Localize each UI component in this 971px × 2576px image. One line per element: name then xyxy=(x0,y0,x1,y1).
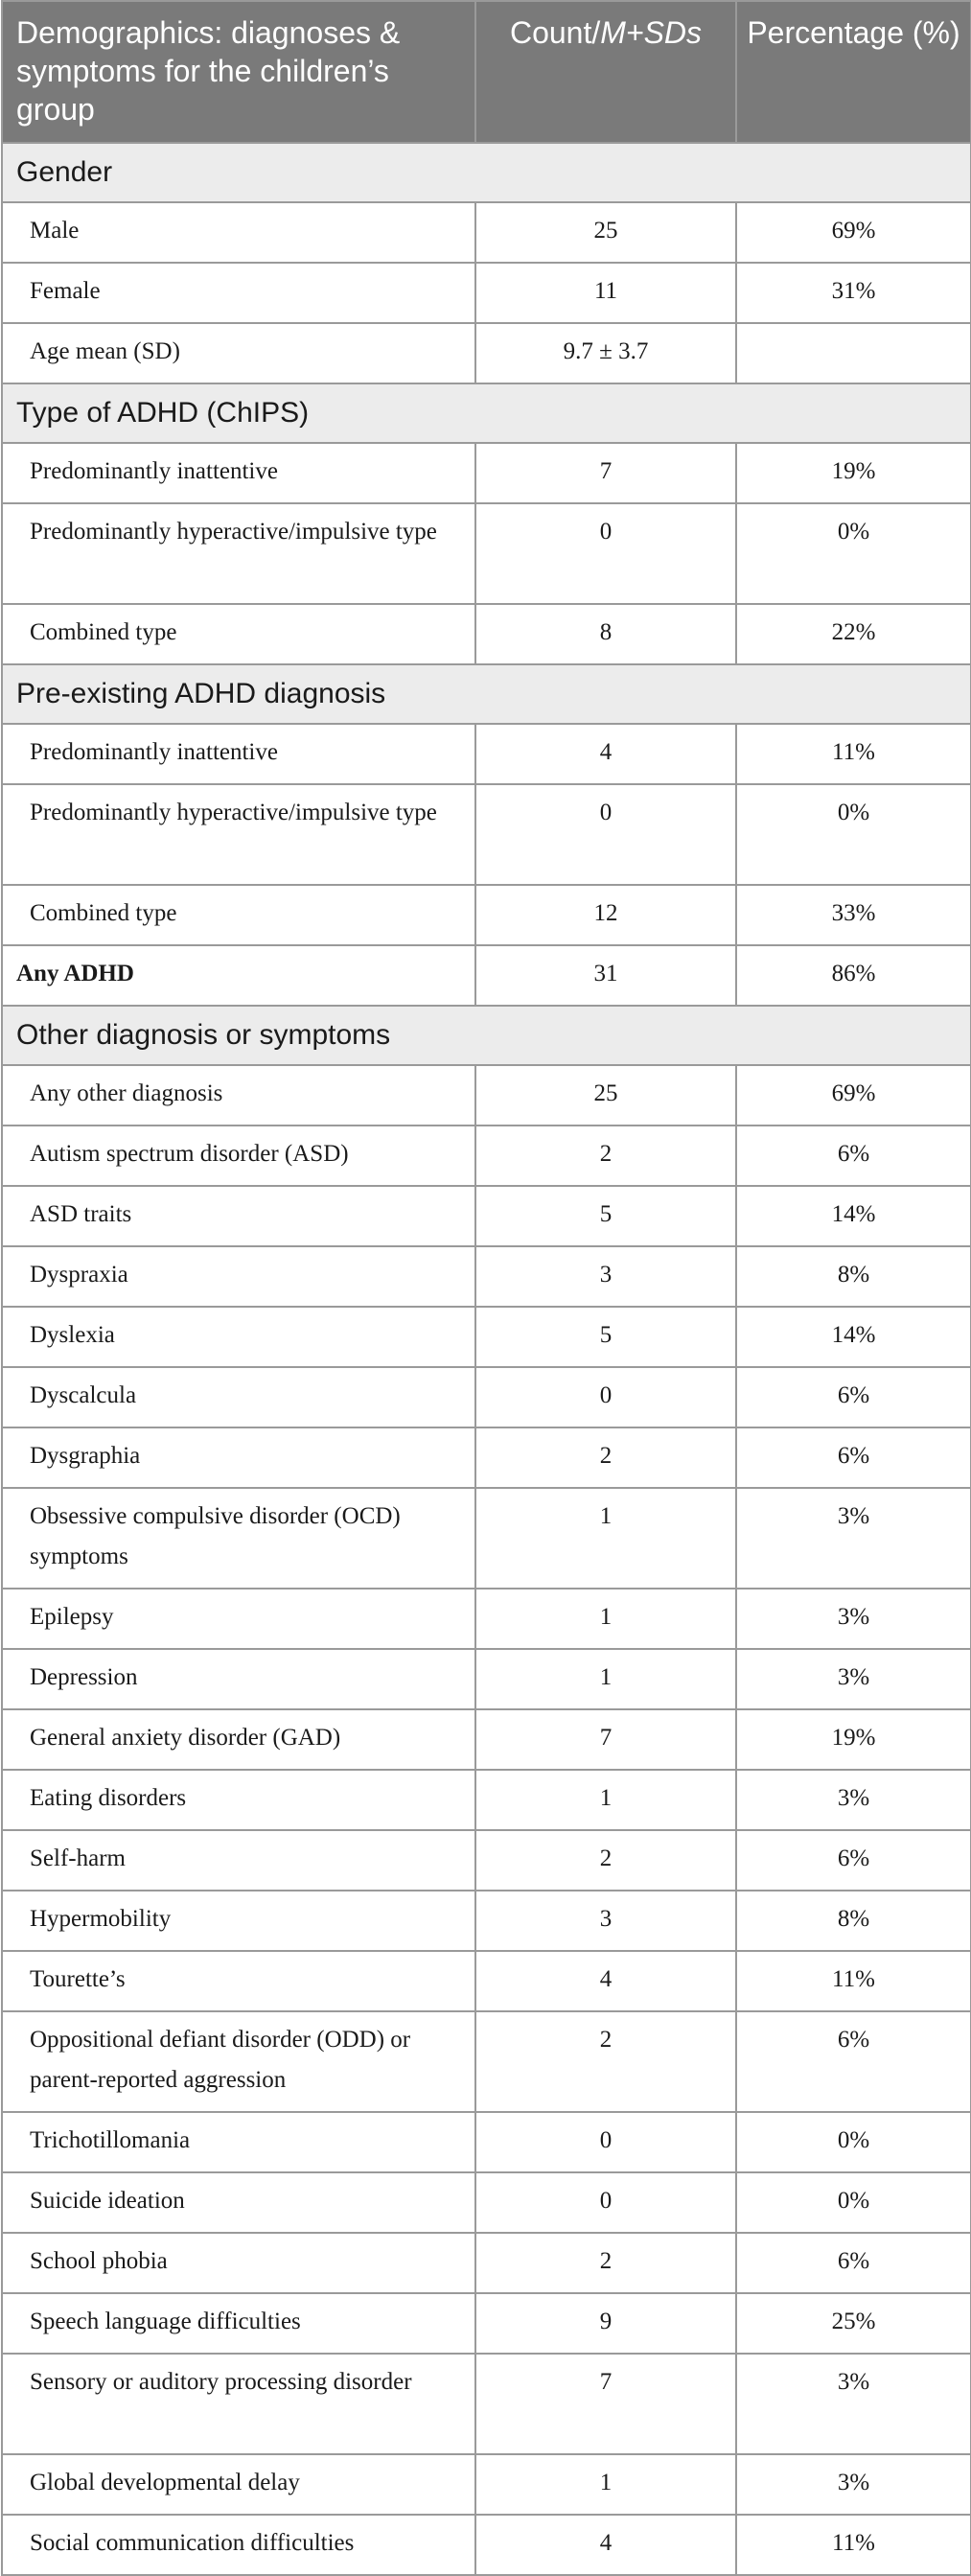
row-count: 5 xyxy=(475,1307,736,1367)
table-row xyxy=(2,2011,971,2112)
row-label: Trichotillomania xyxy=(2,2112,475,2172)
table-row xyxy=(2,1951,971,2011)
row-label: Suicide ideation xyxy=(2,2172,475,2233)
row-percentage: 3% xyxy=(736,1649,971,1709)
row-label: General anxiety disorder (GAD) xyxy=(2,1709,475,1770)
row-percentage: 86% xyxy=(736,945,971,1006)
section-type-of-adhd xyxy=(2,383,971,664)
row-count: 11 xyxy=(475,263,736,323)
table-row xyxy=(2,2293,971,2354)
row-percentage: 0% xyxy=(736,784,971,885)
row-count: 3 xyxy=(475,1246,736,1307)
table-row xyxy=(2,1891,971,1951)
row-percentage: 11% xyxy=(736,1951,971,2011)
row-count: 25 xyxy=(475,202,736,263)
header-count-prefix: Count/ xyxy=(509,15,601,50)
table-row xyxy=(2,784,971,885)
table-row xyxy=(2,443,971,503)
row-percentage: 69% xyxy=(736,202,971,263)
row-percentage: 14% xyxy=(736,1307,971,1367)
row-count: 0 xyxy=(475,784,736,885)
section-title: Type of ADHD (ChIPS) xyxy=(2,383,971,443)
table-row xyxy=(2,1830,971,1891)
table-row xyxy=(2,1649,971,1709)
row-count: 7 xyxy=(475,1709,736,1770)
row-label: Eating disorders xyxy=(2,1770,475,1830)
row-percentage: 3% xyxy=(736,1488,971,1589)
row-percentage: 33% xyxy=(736,885,971,945)
row-count: 4 xyxy=(475,724,736,784)
row-count: 7 xyxy=(475,2354,736,2454)
table-row xyxy=(2,202,971,263)
row-percentage: 6% xyxy=(736,1427,971,1488)
table-row xyxy=(2,945,971,1006)
row-label: Dyscalcula xyxy=(2,1367,475,1427)
row-label: Dyspraxia xyxy=(2,1246,475,1307)
row-percentage: 8% xyxy=(736,1246,971,1307)
row-percentage: 0% xyxy=(736,503,971,604)
row-percentage: 14% xyxy=(736,1186,971,1246)
row-percentage xyxy=(736,323,971,383)
row-label: Predominantly inattentive xyxy=(2,443,475,503)
row-count: 1 xyxy=(475,2454,736,2515)
row-label: Self-harm xyxy=(2,1830,475,1891)
row-label: Combined type xyxy=(2,604,475,664)
row-label: Obsessive compulsive disorder (OCD) symptoms xyxy=(2,1488,475,1589)
row-count: 0 xyxy=(475,2172,736,2233)
row-label: Depression xyxy=(2,1649,475,1709)
section-gender xyxy=(2,143,971,383)
row-percentage: 6% xyxy=(736,1830,971,1891)
row-label: Sensory or auditory processing disorder xyxy=(2,2354,475,2454)
section-title: Gender xyxy=(2,143,971,202)
table-row xyxy=(2,1065,971,1126)
row-label: Dysgraphia xyxy=(2,1427,475,1488)
row-count: 25 xyxy=(475,1065,736,1126)
row-label: Male xyxy=(2,202,475,263)
row-count: 1 xyxy=(475,1770,736,1830)
row-count: 8 xyxy=(475,604,736,664)
row-percentage: 0% xyxy=(736,2112,971,2172)
row-percentage: 11% xyxy=(736,724,971,784)
row-label: Dyslexia xyxy=(2,1307,475,1367)
row-label: Social communication difficulties xyxy=(2,2515,475,2575)
row-count: 2 xyxy=(475,2233,736,2293)
row-count: 31 xyxy=(475,945,736,1006)
row-count: 4 xyxy=(475,2515,736,2575)
row-count: 1 xyxy=(475,1488,736,1589)
row-percentage: 3% xyxy=(736,2354,971,2454)
row-label: Predominantly inattentive xyxy=(2,724,475,784)
table-row xyxy=(2,1307,971,1367)
row-percentage: 22% xyxy=(736,604,971,664)
row-count: 9.7 ± 3.7 xyxy=(475,323,736,383)
header-percentage: Percentage (%) xyxy=(736,1,971,143)
section-pre-existing-adhd xyxy=(2,664,971,1006)
row-count: 2 xyxy=(475,1126,736,1186)
row-count: 0 xyxy=(475,2112,736,2172)
row-count: 9 xyxy=(475,2293,736,2354)
row-count: 4 xyxy=(475,1951,736,2011)
row-percentage: 3% xyxy=(736,1770,971,1830)
table-row xyxy=(2,1246,971,1307)
table-row xyxy=(2,2454,971,2515)
row-label: ASD traits xyxy=(2,1186,475,1246)
row-label: Global developmental delay xyxy=(2,2454,475,2515)
table-row xyxy=(2,1367,971,1427)
row-percentage: 31% xyxy=(736,263,971,323)
row-count: 3 xyxy=(475,1891,736,1951)
table-row xyxy=(2,1126,971,1186)
row-percentage: 8% xyxy=(736,1891,971,1951)
table-row xyxy=(2,1709,971,1770)
row-label: Any ADHD xyxy=(2,945,475,1006)
row-percentage: 6% xyxy=(736,1367,971,1427)
row-percentage: 6% xyxy=(736,2233,971,2293)
row-count: 12 xyxy=(475,885,736,945)
section-title: Pre-existing ADHD diagnosis xyxy=(2,664,971,724)
table-row xyxy=(2,2515,971,2575)
table-row xyxy=(2,1427,971,1488)
row-label: Predominantly hyperactive/impulsive type xyxy=(2,503,475,604)
row-percentage: 11% xyxy=(736,2515,971,2575)
table-row xyxy=(2,885,971,945)
section-title: Other diagnosis or symptoms xyxy=(2,1006,971,1065)
row-percentage: 69% xyxy=(736,1065,971,1126)
row-percentage: 3% xyxy=(736,2454,971,2515)
row-label: Age mean (SD) xyxy=(2,323,475,383)
table-row xyxy=(2,1488,971,1589)
row-label: Combined type xyxy=(2,885,475,945)
row-percentage: 6% xyxy=(736,1126,971,1186)
row-count: 2 xyxy=(475,1427,736,1488)
row-count: 5 xyxy=(475,1186,736,1246)
table-header-row xyxy=(2,1,971,143)
row-count: 1 xyxy=(475,1649,736,1709)
row-percentage: 0% xyxy=(736,2172,971,2233)
section-other-diagnosis xyxy=(2,1006,971,2575)
row-percentage: 25% xyxy=(736,2293,971,2354)
table-row xyxy=(2,323,971,383)
row-percentage: 19% xyxy=(736,1709,971,1770)
row-count: 1 xyxy=(475,1589,736,1649)
table-row xyxy=(2,1186,971,1246)
row-label: Autism spectrum disorder (ASD) xyxy=(2,1126,475,1186)
table-row xyxy=(2,2112,971,2172)
table-row xyxy=(2,1770,971,1830)
row-label: Any other diagnosis xyxy=(2,1065,475,1126)
row-count: 0 xyxy=(475,1367,736,1427)
row-label: Female xyxy=(2,263,475,323)
row-percentage: 6% xyxy=(736,2011,971,2112)
row-count: 7 xyxy=(475,443,736,503)
row-label: Hypermobility xyxy=(2,1891,475,1951)
row-label: Tourette’s xyxy=(2,1951,475,2011)
row-percentage: 3% xyxy=(736,1589,971,1649)
table-row xyxy=(2,2172,971,2233)
table-row xyxy=(2,1589,971,1649)
row-count: 2 xyxy=(475,2011,736,2112)
header-demographics: Demographics: diagnoses & symptoms for the children’s group xyxy=(2,1,475,143)
table-row xyxy=(2,263,971,323)
table-row xyxy=(2,724,971,784)
header-count-italic: M+SDs xyxy=(600,15,703,50)
table-row xyxy=(2,604,971,664)
row-count: 2 xyxy=(475,1830,736,1891)
demographics-table xyxy=(1,0,971,2576)
header-count xyxy=(475,1,736,143)
row-label: Oppositional defiant disorder (ODD) or parent-reported aggression xyxy=(2,2011,475,2112)
row-label: School phobia xyxy=(2,2233,475,2293)
row-label: Epilepsy xyxy=(2,1589,475,1649)
table-row xyxy=(2,2354,971,2454)
row-label: Speech language difficulties xyxy=(2,2293,475,2354)
row-label: Predominantly hyperactive/impulsive type xyxy=(2,784,475,885)
row-count: 0 xyxy=(475,503,736,604)
table-row xyxy=(2,2233,971,2293)
row-percentage: 19% xyxy=(736,443,971,503)
table-row xyxy=(2,503,971,604)
